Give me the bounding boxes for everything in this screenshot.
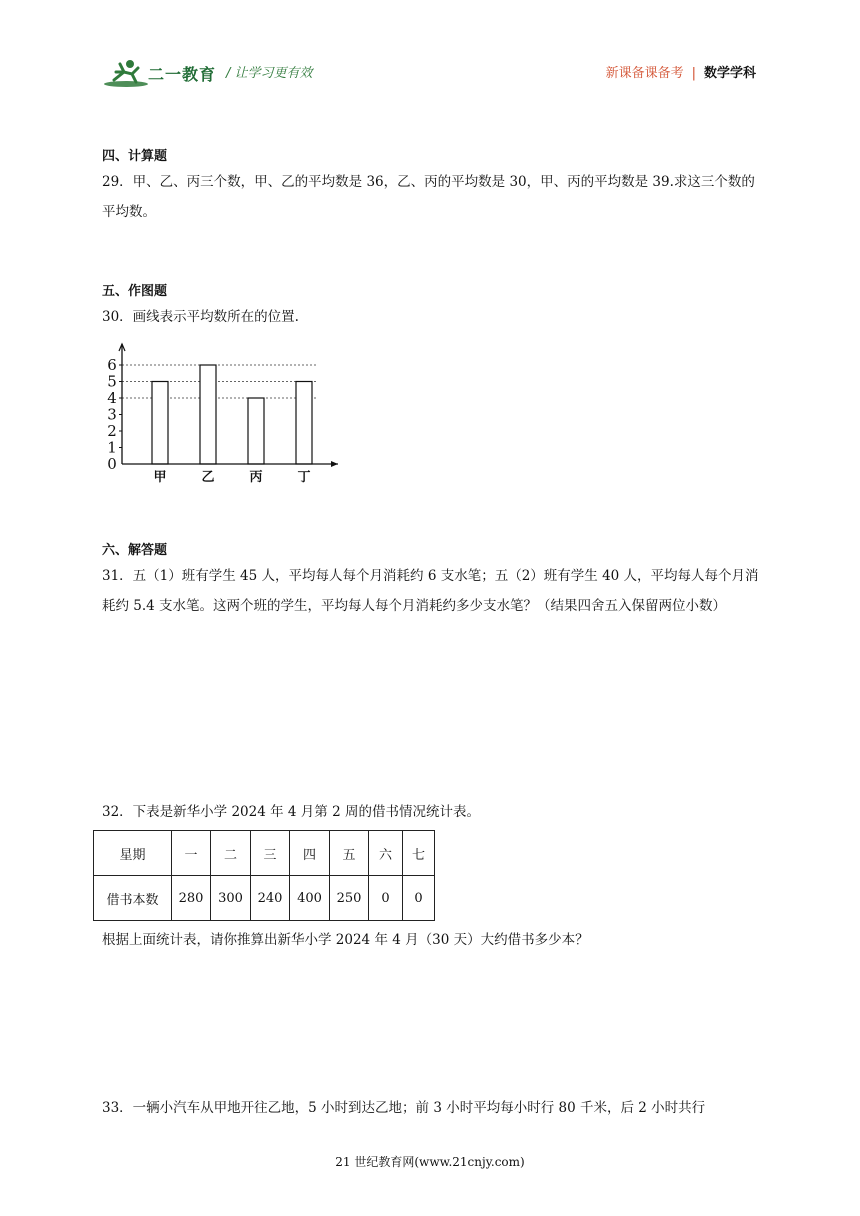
question-31: 31．五（1）班有学生 45 人，平均每人每个月消耗约 6 支水笔；五（2）班有学生 40 人，平均每人每个月消耗约 5.4 支水笔。这两个班的学生，平均每人每个月消耗约多少支水笔？（结果四舍五入保留两位小数） bbox=[102, 568, 759, 614]
table-cell: 借书本数 bbox=[94, 876, 172, 921]
y-tick-label: 4 bbox=[107, 389, 117, 407]
y-tick-label: 3 bbox=[107, 405, 117, 424]
header-right bbox=[606, 62, 756, 81]
bar-chart bbox=[100, 336, 360, 486]
bar bbox=[152, 382, 168, 465]
table-cell: 280 bbox=[172, 876, 211, 921]
table-cell: 星期 bbox=[94, 831, 172, 876]
table-cell: 二 bbox=[211, 831, 251, 876]
table-cell: 250 bbox=[330, 876, 369, 921]
y-tick-label: 2 bbox=[107, 422, 117, 440]
question-30: 30．画线表示平均数所在的位置. bbox=[102, 309, 299, 325]
table-cell: 四 bbox=[290, 831, 330, 876]
x-category-label: 乙 bbox=[201, 470, 215, 485]
x-category-label: 丙 bbox=[249, 470, 263, 485]
header-slogan: / 让学习更有效 bbox=[226, 66, 313, 81]
table-row bbox=[94, 876, 435, 921]
y-tick-label: 1 bbox=[107, 438, 117, 457]
table-cell: 三 bbox=[251, 831, 290, 876]
header-separator: | bbox=[691, 66, 696, 81]
table-cell: 五 bbox=[330, 831, 369, 876]
bar bbox=[248, 398, 264, 464]
table-row bbox=[94, 831, 435, 876]
question-32-intro: 32．下表是新华小学 2024 年 4 月第 2 周的借书情况统计表。 bbox=[102, 804, 480, 820]
table-cell: 一 bbox=[172, 831, 211, 876]
table-cell: 0 bbox=[369, 876, 403, 921]
table-cell: 240 bbox=[251, 876, 290, 921]
table-cell: 300 bbox=[211, 876, 251, 921]
bar bbox=[296, 382, 312, 465]
question-33: 33．一辆小汽车从甲地开往乙地，5 小时到达乙地；前 3 小时平均每小时行 80 千米，后 2 小时共行 bbox=[102, 1100, 706, 1116]
x-category-label: 丁 bbox=[297, 470, 311, 485]
question-29: 29．甲、乙、丙三个数，甲、乙的平均数是 36，乙、丙的平均数是 30，甲、丙的平均数是 39.求这三个数的平均数。 bbox=[102, 174, 755, 220]
table-cell: 400 bbox=[290, 876, 330, 921]
header-right-label: 新课备课备考 bbox=[605, 66, 684, 81]
logo-text: 二一教育 bbox=[148, 65, 217, 84]
table-cell: 0 bbox=[403, 876, 435, 921]
section-title-calc: 四、计算题 bbox=[102, 149, 168, 164]
question-32-ask: 根据上面统计表，请你推算出新华小学 2024 年 4 月（30 天）大约借书多少本？ bbox=[102, 932, 589, 948]
table-cell: 七 bbox=[403, 831, 435, 876]
x-axis-arrow bbox=[331, 461, 338, 467]
page-footer: 21 世纪教育网(www.21cnjy.com) bbox=[335, 1155, 525, 1169]
table-cell: 六 bbox=[369, 831, 403, 876]
y-tick-label: 0 bbox=[107, 455, 117, 473]
section-title-solve: 六、解答题 bbox=[102, 543, 168, 558]
bar bbox=[200, 365, 216, 464]
section-title-drawing: 五、作图题 bbox=[102, 284, 168, 299]
header-subject: 数学学科 bbox=[703, 66, 756, 81]
borrow-table bbox=[93, 830, 435, 921]
x-category-label: 甲 bbox=[153, 470, 167, 485]
y-tick-label: 6 bbox=[107, 356, 117, 374]
y-tick-label: 5 bbox=[107, 372, 117, 391]
